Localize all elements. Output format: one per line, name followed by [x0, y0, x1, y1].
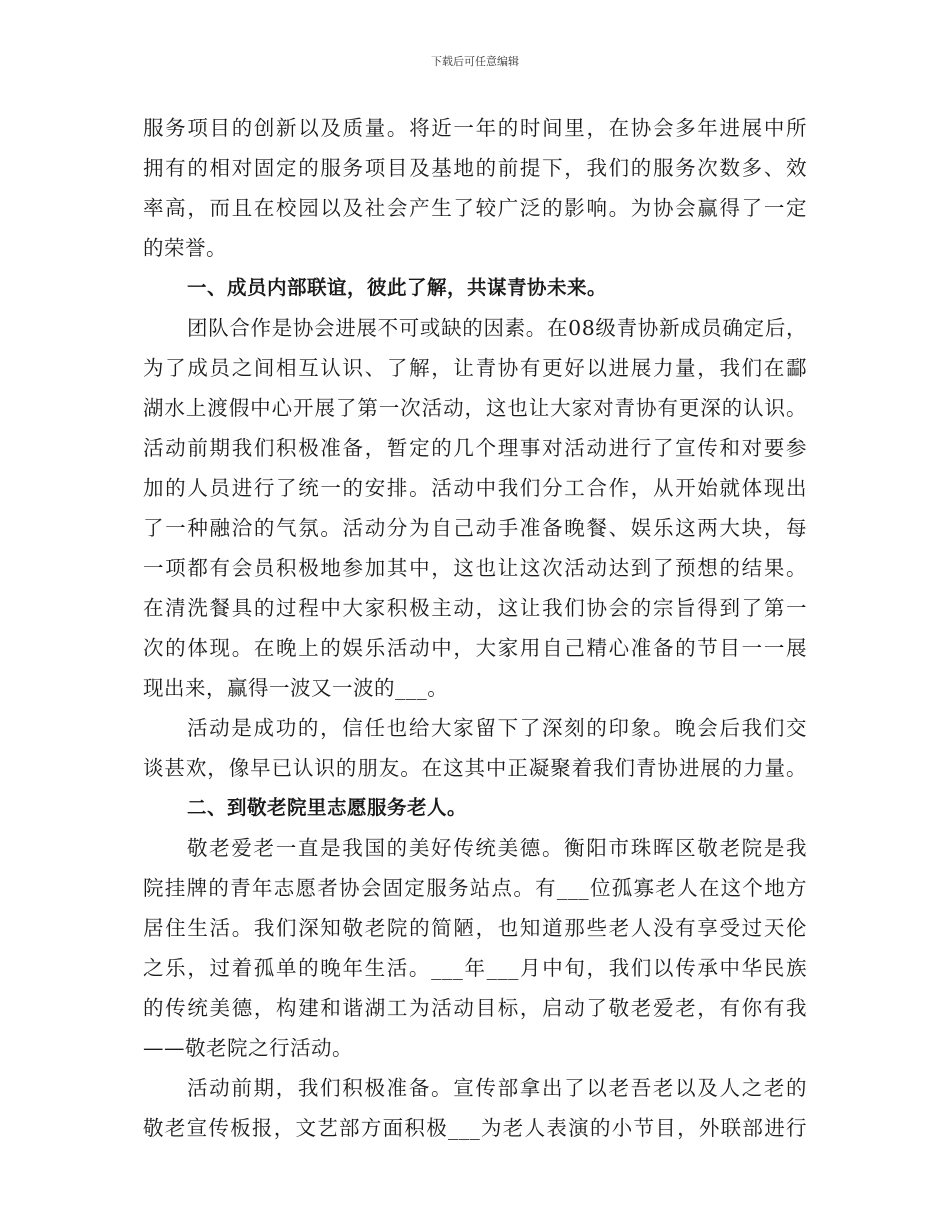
text-line: 居住生活。我们深知敬老院的简陋，也知道那些老人没有享受过天伦	[143, 916, 807, 940]
text-line: 拥有的相对固定的服务项目及基地的前提下，我们的服务次数多、效	[143, 156, 807, 180]
document-body	[143, 108, 807, 1148]
text-line: 敬老宣传板报，文艺部方面积极___为老人表演的小节目，外联部进行	[143, 1116, 807, 1140]
text-line: 现出来，赢得一波又一波的___。	[143, 676, 449, 700]
section-heading-2: 二、到敬老院里志愿服务老人。	[187, 796, 468, 819]
text-line: 一项都有会员积极地参加其中，这也让这次活动达到了预想的结果。	[143, 556, 807, 580]
text-line: 率高，而且在校园以及社会产生了较广泛的影响。为协会赢得了一定	[143, 196, 807, 220]
text-line: 了一种融洽的气氛。活动分为自己动手准备晚餐、娱乐这两大块，每	[143, 516, 807, 540]
text-line: 活动是成功的，信任也给大家留下了深刻的印象。晚会后我们交	[187, 716, 807, 740]
text-line: 的荣誉。	[143, 236, 227, 260]
text-line: 加的人员进行了统一的安排。活动中我们分工合作，从开始就体现出	[143, 476, 807, 500]
text-line: 的传统美德，构建和谐湖工为活动目标，启动了敬老爱老，有你有我	[143, 996, 807, 1020]
text-line: 服务项目的创新以及质量。将近一年的时间里，在协会多年进展中所	[143, 116, 807, 140]
text-line: 之乐，过着孤单的晚年生活。___年___月中旬，我们以传承中华民族	[143, 956, 807, 980]
text-line: 次的体现。在晚上的娱乐活动中，大家用自己精心准备的节目一一展	[143, 636, 807, 660]
text-line: 为了成员之间相互认识、了解，让青协有更好以进展力量，我们在酃	[143, 356, 807, 380]
text-line: 敬老爱老一直是我国的美好传统美德。衡阳市珠晖区敬老院是我	[187, 836, 807, 860]
text-line: 院挂牌的青年志愿者协会固定服务站点。有___位孤寡老人在这个地方	[143, 876, 807, 900]
section-heading-1: 一、成员内部联谊，彼此了解，共谋青协未来。	[187, 276, 608, 299]
text-line: 活动前期，我们积极准备。宣传部拿出了以老吾老以及人之老的	[187, 1076, 807, 1100]
text-line: 活动前期我们积极准备，暂定的几个理事对活动进行了宣传和对要参	[143, 436, 807, 460]
text-line: 谈甚欢，像早已认识的朋友。在这其中正凝聚着我们青协进展的力量。	[143, 756, 807, 780]
text-line: 团队合作是协会进展不可或缺的因素。在08级青协新成员确定后，	[187, 316, 807, 340]
text-line: 在清洗餐具的过程中大家积极主动，这让我们协会的宗旨得到了第一	[143, 596, 807, 620]
page-header: 下载后可任意编辑	[431, 55, 519, 68]
text-line: ——敬老院之行活动。	[143, 1036, 353, 1060]
text-line: 湖水上渡假中心开展了第一次活动，这也让大家对青协有更深的认识。	[143, 396, 807, 420]
